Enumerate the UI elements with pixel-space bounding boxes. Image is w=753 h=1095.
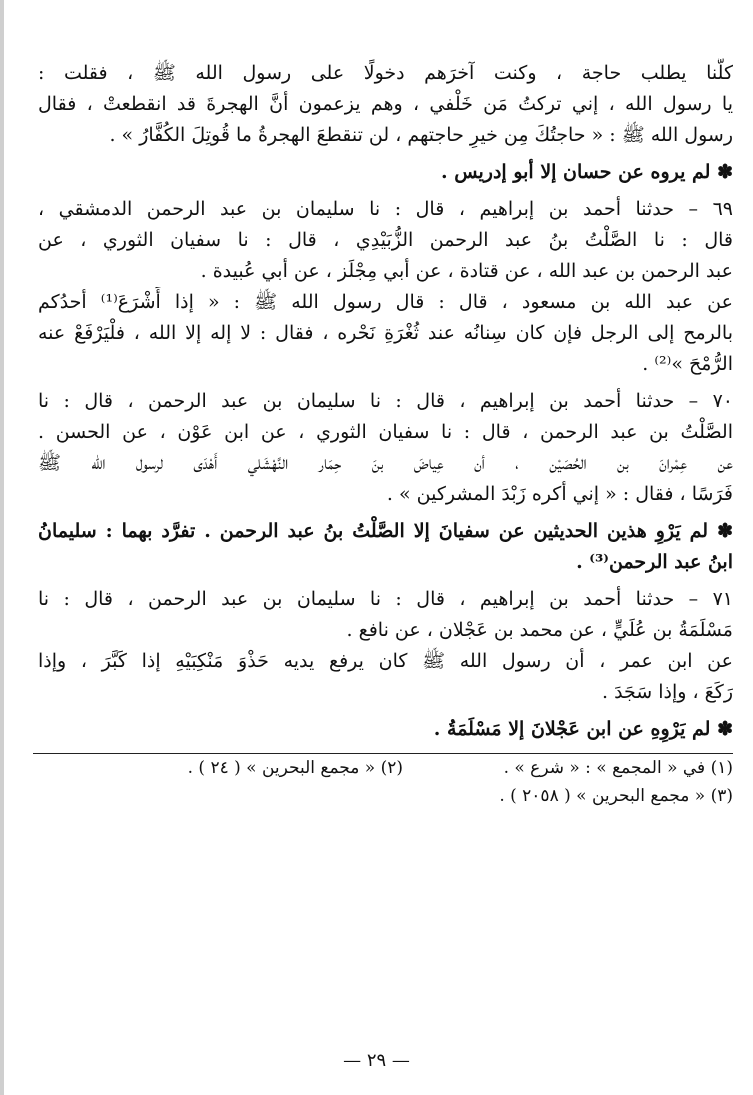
footnote-row: [38, 754, 733, 782]
footnote-row: [38, 782, 733, 810]
page-number: — ٢٩ —: [343, 1050, 410, 1071]
text-line: مَسْلَمَةُ بن عُلَيٍّ ، عن محمد بن عَجْلان ، عن نافع .: [346, 619, 733, 641]
document-body: [38, 58, 733, 810]
text-line: الرُّمْحَ »⁽²⁾ .: [642, 353, 733, 375]
text-line: عن عِمْرانَ بن الحُصَيْن ، أن عِياضَ بنَ حِمَار النَّهْشَلي أَهْدَى لرسول الله ﷺ: [38, 452, 733, 474]
text-line: عن عبد الله بن مسعود ، قال : قال رسول الله ﷺ : « إذا أَشْرَعَ⁽¹⁾ أحدُكم: [38, 291, 733, 313]
text-line: ٧٠ – حدثنا أحمد بن إبراهيم ، قال : نا سليمان بن عبد الرحمن ، قال : نا: [38, 390, 733, 412]
paragraph-note-68: [38, 157, 733, 188]
text-line: ٧١ – حدثنا أحمد بن إبراهيم ، قال : نا سليمان بن عبد الرحمن ، قال : نا: [38, 588, 733, 610]
text-line: ٦٩ – حدثنا أحمد بن إبراهيم ، قال : نا سليمان بن عبد الرحمن الدمشقي ،: [38, 198, 733, 220]
paragraph-hadith-68-end: [38, 58, 733, 151]
text-line: بالرمح إلى الرجل فإن كان سِنانُه عند ثُغْرَةِ نَحْره ، فقال : لا إله إلا الله ، فلْيَرْفَعْ عنه: [38, 322, 733, 344]
note-line: ابنُ عبد الرحمن⁽³⁾ .: [576, 551, 733, 573]
paragraph-note-71: [38, 714, 733, 745]
note-line: ✽ لم يروه عن حسان إلا أبو إدريس .: [441, 161, 733, 183]
text-line: الصَّلْتُ بن عبد الرحمن ، قال : نا سفيان الثوري ، عن ابن عَوْن ، عن الحسن .: [38, 421, 733, 443]
note-line: ✽ لم يَرْوِهِ عن ابن عَجْلانَ إلا مَسْلَمَةُ .: [433, 718, 733, 740]
text-line: رسول الله ﷺ : « حاجتُكَ مِن خيرِ حاجتهم ، لن تنقطعَ الهجرةُ ما قُوتِلَ الكُفَّارُ » .: [109, 124, 733, 146]
footnotes: [38, 754, 733, 810]
paragraph-hadith-69: [38, 194, 733, 380]
paragraph-hadith-70: [38, 386, 733, 510]
paragraph-note-70: [38, 516, 733, 578]
page-edge: [0, 0, 4, 1095]
text-line: عن ابن عمر ، أن رسول الله ﷺ كان يرفع يديه حَذْوَ مَنْكِبَيْهِ إذا كَبَّرَ ، وإذا: [38, 650, 733, 672]
text-line: فَرَسًا ، فقال : « إني أكره زَبْدَ المشركين » .: [386, 483, 733, 505]
text-line: عبد الرحمن بن عبد الله ، عن قتادة ، عن أبي مِجْلَز ، عن أبي عُبيدة .: [200, 260, 733, 282]
text-line: كلُّنا يطلب حاجة ، وكنت آخرَهم دخولًا على رسول الله ﷺ ، فقلت :: [38, 62, 733, 84]
footnote-2: (٢) « مجمع البحرين » ( ٢٤ ) .: [187, 758, 403, 778]
footnote-3: (٣) « مجمع البحرين » ( ٢٠٥٨ ) .: [499, 786, 733, 806]
text-line: رَكَعَ ، وإذا سَجَدَ .: [601, 681, 733, 703]
note-line: ✽ لم يَرْوِ هذين الحديثين عن سفيانَ إلا الصَّلْتُ بنُ عبد الرحمن . تفرَّد بهما : سليمانُ: [38, 520, 733, 542]
paragraph-hadith-71: [38, 584, 733, 708]
text-line: يا رسول الله ، إني تركتُ مَن خَلْفي ، وهم يزعمون أنَّ الهجرةَ قد انقطعتْ ، فقال: [38, 93, 733, 115]
text-line: قال : نا الصَّلْتُ بنُ عبد الرحمن الزُّبَيْدِي ، قال : نا سفيان الثوري ، عن: [38, 229, 733, 251]
footnote-1: (١) في « المجمع » : « شرع » .: [503, 758, 733, 778]
